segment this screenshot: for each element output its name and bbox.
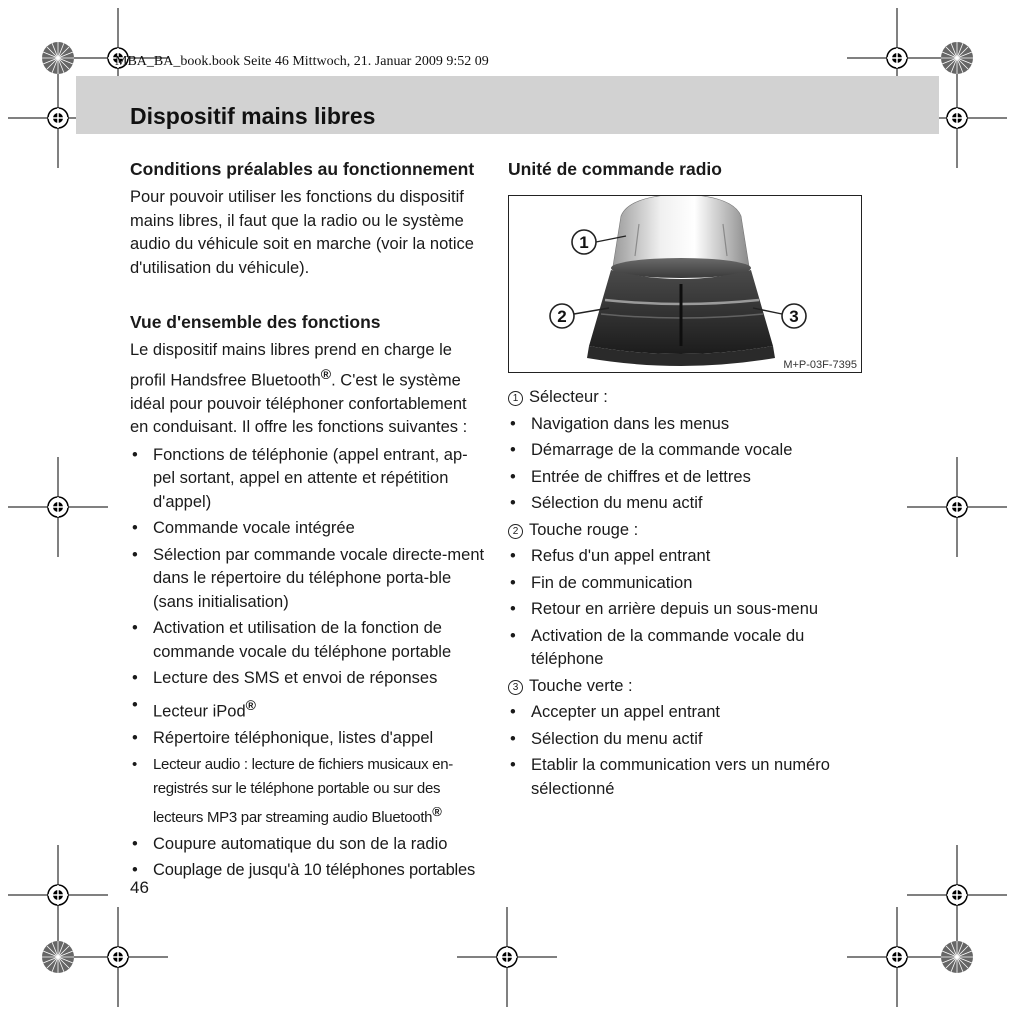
list-item: • Entrée de chiffres et de lettres bbox=[508, 466, 868, 490]
legend-heading: 2 Touche rouge : bbox=[508, 519, 868, 543]
callout-1-number: 1 bbox=[579, 233, 589, 252]
number-circle: 2 bbox=[508, 524, 523, 539]
left-column bbox=[130, 158, 488, 883]
registered-mark: ® bbox=[245, 696, 256, 713]
crosshair-left-lower bbox=[8, 845, 108, 945]
overview-heading: Vue d'ensemble des fonctions bbox=[130, 312, 381, 332]
callout-3-number: 3 bbox=[789, 307, 799, 326]
figure-code: M+P-03F-7395 bbox=[783, 359, 857, 371]
button-base bbox=[587, 270, 775, 366]
list-item: • Sélection du menu actif bbox=[508, 492, 868, 516]
list-item: • Répertoire téléphonique, listes d'appel bbox=[130, 727, 488, 751]
callout-2-number: 2 bbox=[557, 307, 567, 326]
list-item: • Refus d'un appel entrant bbox=[508, 545, 868, 569]
crosshair-bottom-right bbox=[847, 907, 947, 1007]
overview-intro bbox=[130, 339, 488, 440]
list-item: • Navigation dans les menus bbox=[508, 413, 868, 437]
number-circle: 1 bbox=[508, 391, 523, 406]
legend-group-red-key bbox=[508, 519, 868, 672]
crosshair-left-middle bbox=[8, 457, 108, 557]
list-item: • Sélection par commande vocale directe-ment dans le répertoire du téléphone porta-ble (sans initialisation) bbox=[130, 544, 488, 615]
list-item: • Fonctions de téléphonie (appel entrant, ap-pel sortant, appel en attente et répétition d'appel) bbox=[130, 444, 488, 515]
star-target-bottom-left bbox=[42, 941, 74, 973]
radio-control-figure bbox=[508, 195, 862, 373]
star-target-top-left bbox=[42, 42, 74, 74]
number-circle: 3 bbox=[508, 680, 523, 695]
crosshair-bottom-center bbox=[457, 907, 557, 1007]
features-list bbox=[130, 444, 488, 883]
section-title: Dispositif mains libres bbox=[130, 103, 376, 129]
conditions-heading: Conditions préalables au fonctionnement bbox=[130, 159, 475, 179]
legend-group-green-key bbox=[508, 675, 868, 802]
legend-heading: 3 Touche verte : bbox=[508, 675, 868, 699]
registered-mark: ® bbox=[320, 365, 332, 382]
star-target-bottom-right bbox=[941, 941, 973, 973]
legend-group-selector bbox=[508, 386, 868, 516]
list-item: • Lecteur audio : lecture de fichiers musicaux en-registrés sur le téléphone portable ou sur des lecteurs MP3 par streaming audio Bluetooth® bbox=[130, 753, 488, 830]
page-number: 46 bbox=[130, 878, 149, 897]
legend-heading: 1 Sélecteur : bbox=[508, 386, 868, 410]
list-item: • Couplage de jusqu'à 10 téléphones portables bbox=[130, 859, 488, 883]
registered-mark: ® bbox=[432, 804, 442, 819]
list-item: • Etablir la communication vers un numéro sélectionné bbox=[508, 754, 868, 801]
list-item: • Retour en arrière depuis un sous-menu bbox=[508, 598, 868, 622]
list-item: • Coupure automatique du son de la radio bbox=[130, 833, 488, 857]
selector-knob bbox=[611, 196, 751, 278]
overview-intro-b: . C'est le système idéal pour pouvoir téléphoner confortablement en conduisant. Il offre les fonctions suivantes : bbox=[130, 371, 468, 436]
crosshair-right-lower bbox=[907, 845, 1007, 945]
list-item: • Sélection du menu actif bbox=[508, 728, 868, 752]
list-item: • Fin de communication bbox=[508, 572, 868, 596]
right-legend bbox=[508, 386, 868, 801]
list-item: • Lecteur iPod® bbox=[130, 694, 488, 724]
list-item: • Lecture des SMS et envoi de réponses bbox=[130, 667, 488, 691]
radio-control-illustration bbox=[509, 196, 861, 372]
list-item: • Démarrage de la commande vocale bbox=[508, 439, 868, 463]
list-item: • Activation de la commande vocale du téléphone bbox=[508, 625, 868, 672]
radio-unit-heading: Unité de commande radio bbox=[508, 159, 722, 179]
crosshair-right-middle bbox=[907, 457, 1007, 557]
overview-intro-a: Le dispositif mains libres prend en charge le profil Handsfree Bluetooth bbox=[130, 341, 452, 389]
crosshair-bottom-left bbox=[68, 907, 168, 1007]
list-item: • Accepter un appel entrant bbox=[508, 701, 868, 725]
right-column bbox=[508, 158, 868, 180]
list-item: • Commande vocale intégrée bbox=[130, 517, 488, 541]
list-item: • Activation et utilisation de la fonction de commande vocale du téléphone portable bbox=[130, 617, 488, 664]
star-target-top-right bbox=[941, 42, 973, 74]
conditions-paragraph: Pour pouvoir utiliser les fonctions du dispositif mains libres, il faut que la radio ou le système audio du véhicule soit en marche (voir la notice d'utilisation du véhicule). bbox=[130, 188, 474, 277]
print-header-info: MBA_BA_book.book Seite 46 Mittwoch, 21. Januar 2009 9:52 09 bbox=[115, 54, 489, 69]
